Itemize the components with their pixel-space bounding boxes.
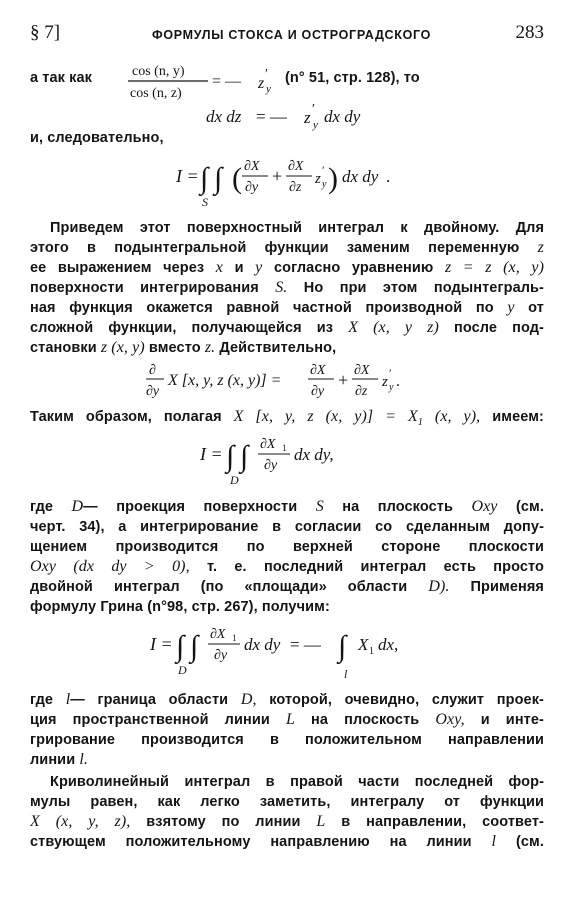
numerator-dX1: ∂X [260, 437, 276, 452]
integral-sign: ∫ [176, 630, 185, 663]
section-marker: § 7] [30, 22, 61, 43]
text-fragment: — проекция поверхности [83, 499, 298, 515]
dxdy-text: dx dy [324, 107, 361, 126]
text-fragment: имеем: [492, 409, 544, 425]
text-fragment: вместо [148, 340, 201, 356]
text-line-2 [30, 128, 544, 148]
prime-mark: ′ [389, 366, 392, 380]
text-fragment: поверхности интегрирования [30, 280, 259, 296]
text-fragment: и, следовательно, [30, 130, 164, 146]
denominator-dz: ∂z [355, 384, 368, 399]
numerator-dX: ∂X [244, 159, 260, 174]
text-fragment: Действительно, [219, 340, 337, 356]
sub-1: 1 [232, 633, 237, 643]
plane-Oxy: Oxy, [435, 711, 465, 728]
var-S: S. [275, 279, 288, 296]
text-fragment: на плоскость [342, 499, 453, 515]
z-var: z [304, 108, 311, 127]
text-fragment: и [234, 260, 244, 276]
denominator-dy: ∂y [214, 648, 228, 663]
text-line-13 [30, 537, 544, 557]
text-line-12 [30, 517, 544, 537]
text-fragment: ция пространственной линии [30, 712, 270, 728]
text-line-22 [30, 792, 544, 812]
text-fragment: — граница области [70, 692, 229, 708]
function-X: X (x, y z) [348, 319, 439, 336]
var-z: z [537, 239, 544, 256]
text-line-23 [30, 812, 544, 832]
integral-sign: ∫ [214, 162, 223, 195]
numerator-dX1: ∂X [210, 627, 226, 642]
paren-right: ) [328, 162, 338, 195]
text-fragment: Таким образом, полагая [30, 409, 222, 425]
integral-sign: ∫ [190, 630, 199, 663]
text-fragment: где [30, 499, 54, 515]
text-line-8 [30, 318, 544, 338]
paren-left: ( [232, 162, 242, 195]
text-line-16 [30, 597, 544, 617]
numerator-d: ∂ [149, 363, 156, 378]
text-fragment: грирование производится в положительном направлении [30, 732, 544, 748]
text-fragment: двойной интеграл (по «площади» области [30, 579, 408, 595]
integral-sign: ∫ [226, 440, 235, 473]
z-var: z [315, 171, 321, 187]
var-y: y [255, 259, 263, 276]
sub-1: 1 [369, 646, 374, 657]
text-line-5 [30, 258, 544, 278]
denominator-dy: ∂y [264, 458, 278, 473]
var-D: D, [240, 691, 257, 708]
text-line-19 [30, 730, 544, 750]
var-D: D [71, 498, 84, 515]
dxdy-text: dx dy, [294, 445, 334, 464]
text-fragment: где [30, 692, 54, 708]
text-fragment: ствующем положительному направлению на линии [30, 834, 472, 850]
text-line-9 [30, 338, 544, 358]
formula-surface-integral [176, 150, 416, 208]
text-fragment: на плоскость [311, 712, 420, 728]
var-z: z. [204, 339, 216, 356]
denominator-dy: ∂y [146, 384, 160, 399]
plus-sign: + [272, 166, 283, 186]
text-line-4 [30, 238, 544, 258]
page-number: 283 [515, 22, 544, 43]
dxdy-text: dx dy [244, 635, 281, 654]
numerator-cos-ny: cos (n, y) [132, 64, 185, 79]
text-fragment: щением производится по верхней стороне плоскости [30, 539, 544, 555]
text-fragment: (см. [515, 834, 544, 850]
var-L: L [316, 813, 326, 830]
page-header [30, 22, 544, 48]
text-fragment: (n° 51, стр. 128), то [285, 70, 420, 86]
text-fragment: т. е. последний интеграл есть просто [207, 559, 544, 575]
text-line-14 [30, 557, 544, 577]
sub-y: y [313, 119, 318, 131]
args-xy: (x, y), [434, 408, 481, 425]
integral-sign: ∫ [240, 440, 249, 473]
denominator-cos-nz: cos (n, z) [130, 86, 182, 101]
substitution: X [x, y, z (x, y)] = X [233, 408, 418, 425]
period: . [386, 167, 391, 186]
text-fragment: сложной функции, получающейся из [30, 320, 334, 336]
text-fragment: линии [30, 752, 76, 768]
text-fragment: от [528, 300, 544, 316]
var-l: l [491, 833, 497, 850]
equals-minus: = — [256, 107, 287, 126]
denominator-dy: ∂y [311, 384, 325, 399]
text-line-1-tail [285, 68, 485, 88]
var-D: D). [428, 578, 450, 595]
text-line-11 [30, 497, 544, 517]
sub-y: y [322, 179, 327, 190]
var-l: l [65, 691, 71, 708]
text-fragment: Применяя [470, 579, 544, 595]
var-S: S [315, 498, 324, 515]
numerator-dX: ∂X [288, 159, 304, 174]
sub-1: 1 [417, 417, 423, 429]
var-y: y [507, 299, 515, 316]
prime-mark: ′ [265, 67, 269, 82]
text-line-20 [30, 750, 544, 770]
sub-y: y [389, 382, 394, 393]
numerator-dX: ∂X [354, 363, 370, 378]
var-x: x [215, 259, 223, 276]
I-equals: I = [176, 166, 199, 186]
text-fragment: в направлении, соответ- [341, 814, 544, 830]
text-line-3 [30, 218, 544, 238]
denominator-dz: ∂z [289, 180, 302, 195]
text-fragment: мулы равен, как легко заметить, интегралу от функции [30, 794, 544, 810]
z-var: z [382, 374, 388, 390]
text-fragment: черт. 34), а интегрирование в согласии со сделанным допу- [30, 519, 544, 535]
sub-1: 1 [282, 443, 287, 453]
text-fragment: формулу Грина (n°98, стр. 267), получим: [30, 599, 330, 615]
I-equals: I = [150, 634, 173, 654]
plane-Oxy: Oxy [471, 498, 498, 515]
text-fragment: становки [30, 340, 97, 356]
X-var: X [358, 635, 369, 654]
text-line-15 [30, 577, 544, 597]
prime-mark: ′ [312, 102, 316, 117]
equals-minus: = — [290, 635, 321, 654]
surface-equation: z = z (x, y) [444, 259, 544, 276]
text-fragment: которой, очевидно, служит проек- [269, 692, 544, 708]
numerator-dX: ∂X [310, 363, 326, 378]
var-L: L [285, 711, 295, 728]
var-l: l. [79, 751, 89, 768]
text-line-24 [30, 832, 544, 852]
z-var: z [258, 75, 265, 92]
integral-limit-S: S [202, 195, 208, 209]
text-fragment: (см. [515, 499, 544, 515]
integral-limit-D: D [178, 663, 187, 677]
text-fragment: ная функция окажется равной частной производной по [30, 300, 494, 316]
text-fragment: и инте- [480, 712, 544, 728]
text-fragment: после под- [453, 320, 544, 336]
denominator-dy: ∂y [245, 180, 259, 195]
plus-sign: + [338, 370, 349, 390]
dxdz-text: dx dz [206, 107, 242, 126]
text-line-21 [30, 772, 544, 792]
formula-green [150, 618, 450, 682]
formula-double-integral [200, 428, 400, 486]
text-fragment: Но при этом подынтеграль- [303, 280, 544, 296]
prime-mark: ′ [322, 163, 325, 177]
integral-sign: ∫ [200, 162, 209, 195]
function-X: X (x, y, z), [30, 813, 131, 830]
formula-chain-rule [146, 358, 436, 404]
text-fragment: ее выражением через [30, 260, 205, 276]
text-fragment: согласно уравнению [273, 260, 434, 276]
composite-function: X [x, y, z (x, y)] = [168, 372, 282, 389]
text-line-6 [30, 278, 544, 298]
text-fragment: взятому по линии [146, 814, 301, 830]
text-fragment: а так как [30, 70, 93, 86]
integral-limit-l: l [344, 667, 348, 681]
integral-limit-D: D [230, 473, 239, 487]
equals-minus: = — [212, 73, 242, 90]
text-fragment: Криволинейный интеграл в правой части последней фор- [50, 774, 544, 790]
plane-Oxy-condition: Oxy (dx dy > 0), [30, 558, 190, 575]
text-fragment: Приведем этот поверхностный интеграл к двойному. Для [50, 220, 544, 236]
function-z: z (x, y) [100, 339, 145, 356]
integral-sign: ∫ [338, 630, 347, 663]
text-line-18 [30, 710, 544, 730]
period: . [396, 373, 400, 390]
running-title: ФОРМУЛЫ СТОКСА И ОСТРОГРАДСКОГО [152, 28, 432, 42]
text-line-17 [30, 690, 544, 710]
sub-y: y [266, 83, 271, 95]
dx-text: dx, [378, 635, 399, 654]
text-line-7 [30, 298, 544, 318]
text-fragment: этого в подынтегральной функции заменим переменную [30, 240, 520, 256]
I-equals: I = [200, 444, 223, 464]
dxdy-text: dx dy [342, 167, 379, 186]
